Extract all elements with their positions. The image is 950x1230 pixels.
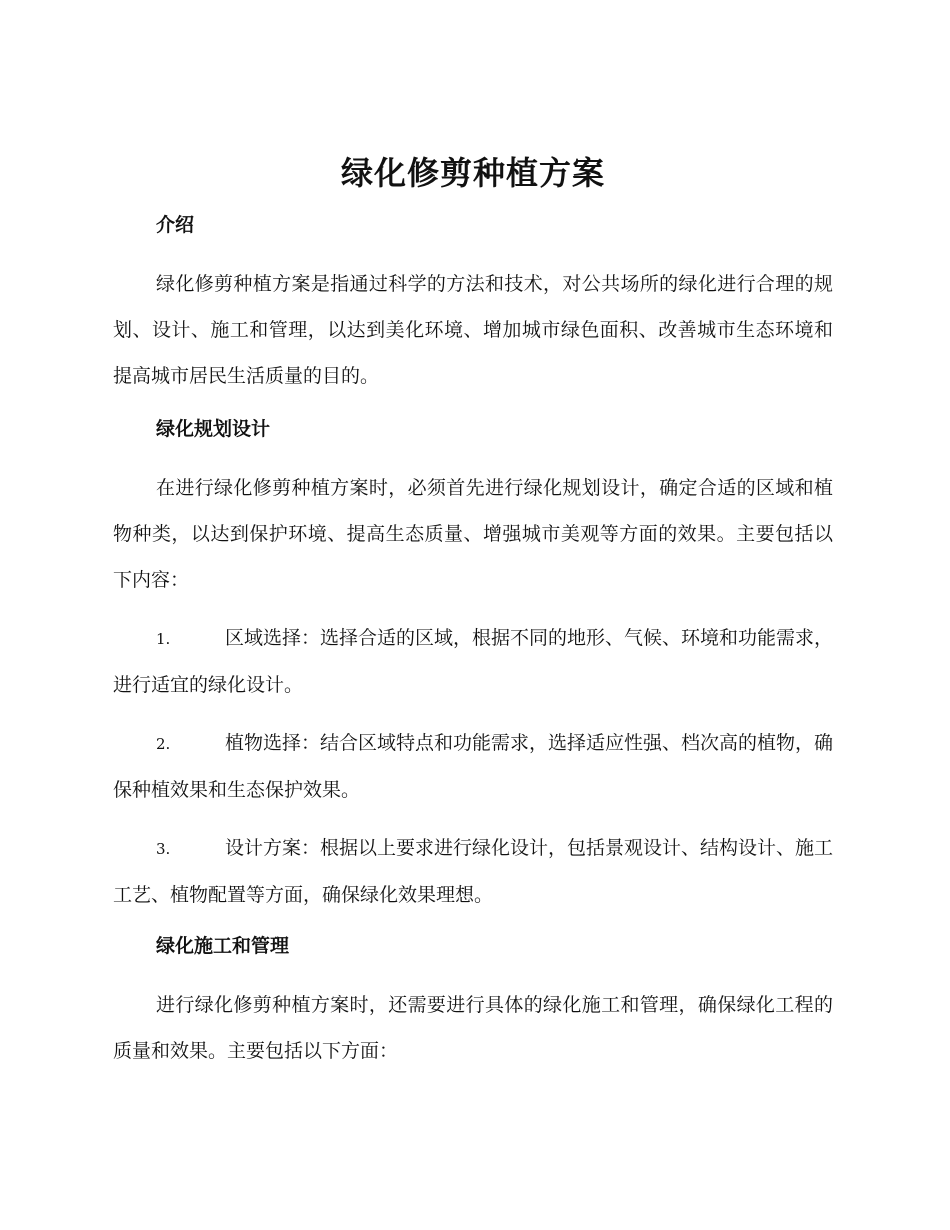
list-item-text: 设计方案：根据以上要求进行绿化设计，包括景观设计、结构设计、施工工艺、植物配置等方面，确保绿化效果理想。 [113, 837, 834, 906]
construction-paragraph: 进行绿化修剪种植方案时，还需要进行具体的绿化施工和管理，确保绿化工程的质量和效果。主要包括以下方面： [113, 994, 833, 1062]
list-item [113, 825, 833, 918]
intro-paragraph: 绿化修剪种植方案是指通过科学的方法和技术，对公共场所的绿化进行合理的规划、设计、施工和管理，以达到美化环境、增加城市绿色面积、改善城市生态环境和提高城市居民生活质量的目的。 [113, 273, 833, 387]
section-heading-construction: 绿化施工和管理 [156, 935, 290, 957]
list-item-text: 区域选择：选择合适的区域，根据不同的地形、气候、环境和功能需求，进行适宜的绿化设计。 [113, 627, 834, 696]
document-title: 绿化修剪种植方案 [340, 154, 605, 192]
list-item-number: 3. [156, 840, 171, 858]
section-heading-planning: 绿化规划设计 [156, 418, 271, 440]
document-body [113, 147, 833, 1074]
list-item [113, 720, 833, 813]
list-item-number: 1. [156, 630, 171, 648]
list-item [113, 615, 833, 708]
list-item-text: 植物选择：结合区域特点和功能需求，选择适应性强、档次高的植物，确保种植效果和生态保护效果。 [113, 732, 834, 801]
list-item-number: 2. [156, 735, 171, 753]
section-heading-intro: 介绍 [156, 214, 195, 236]
planning-paragraph: 在进行绿化修剪种植方案时，必须首先进行绿化规划设计，确定合适的区域和植物种类，以达到保护环境、提高生态质量、增强城市美观等方面的效果。主要包括以下内容： [113, 477, 833, 591]
